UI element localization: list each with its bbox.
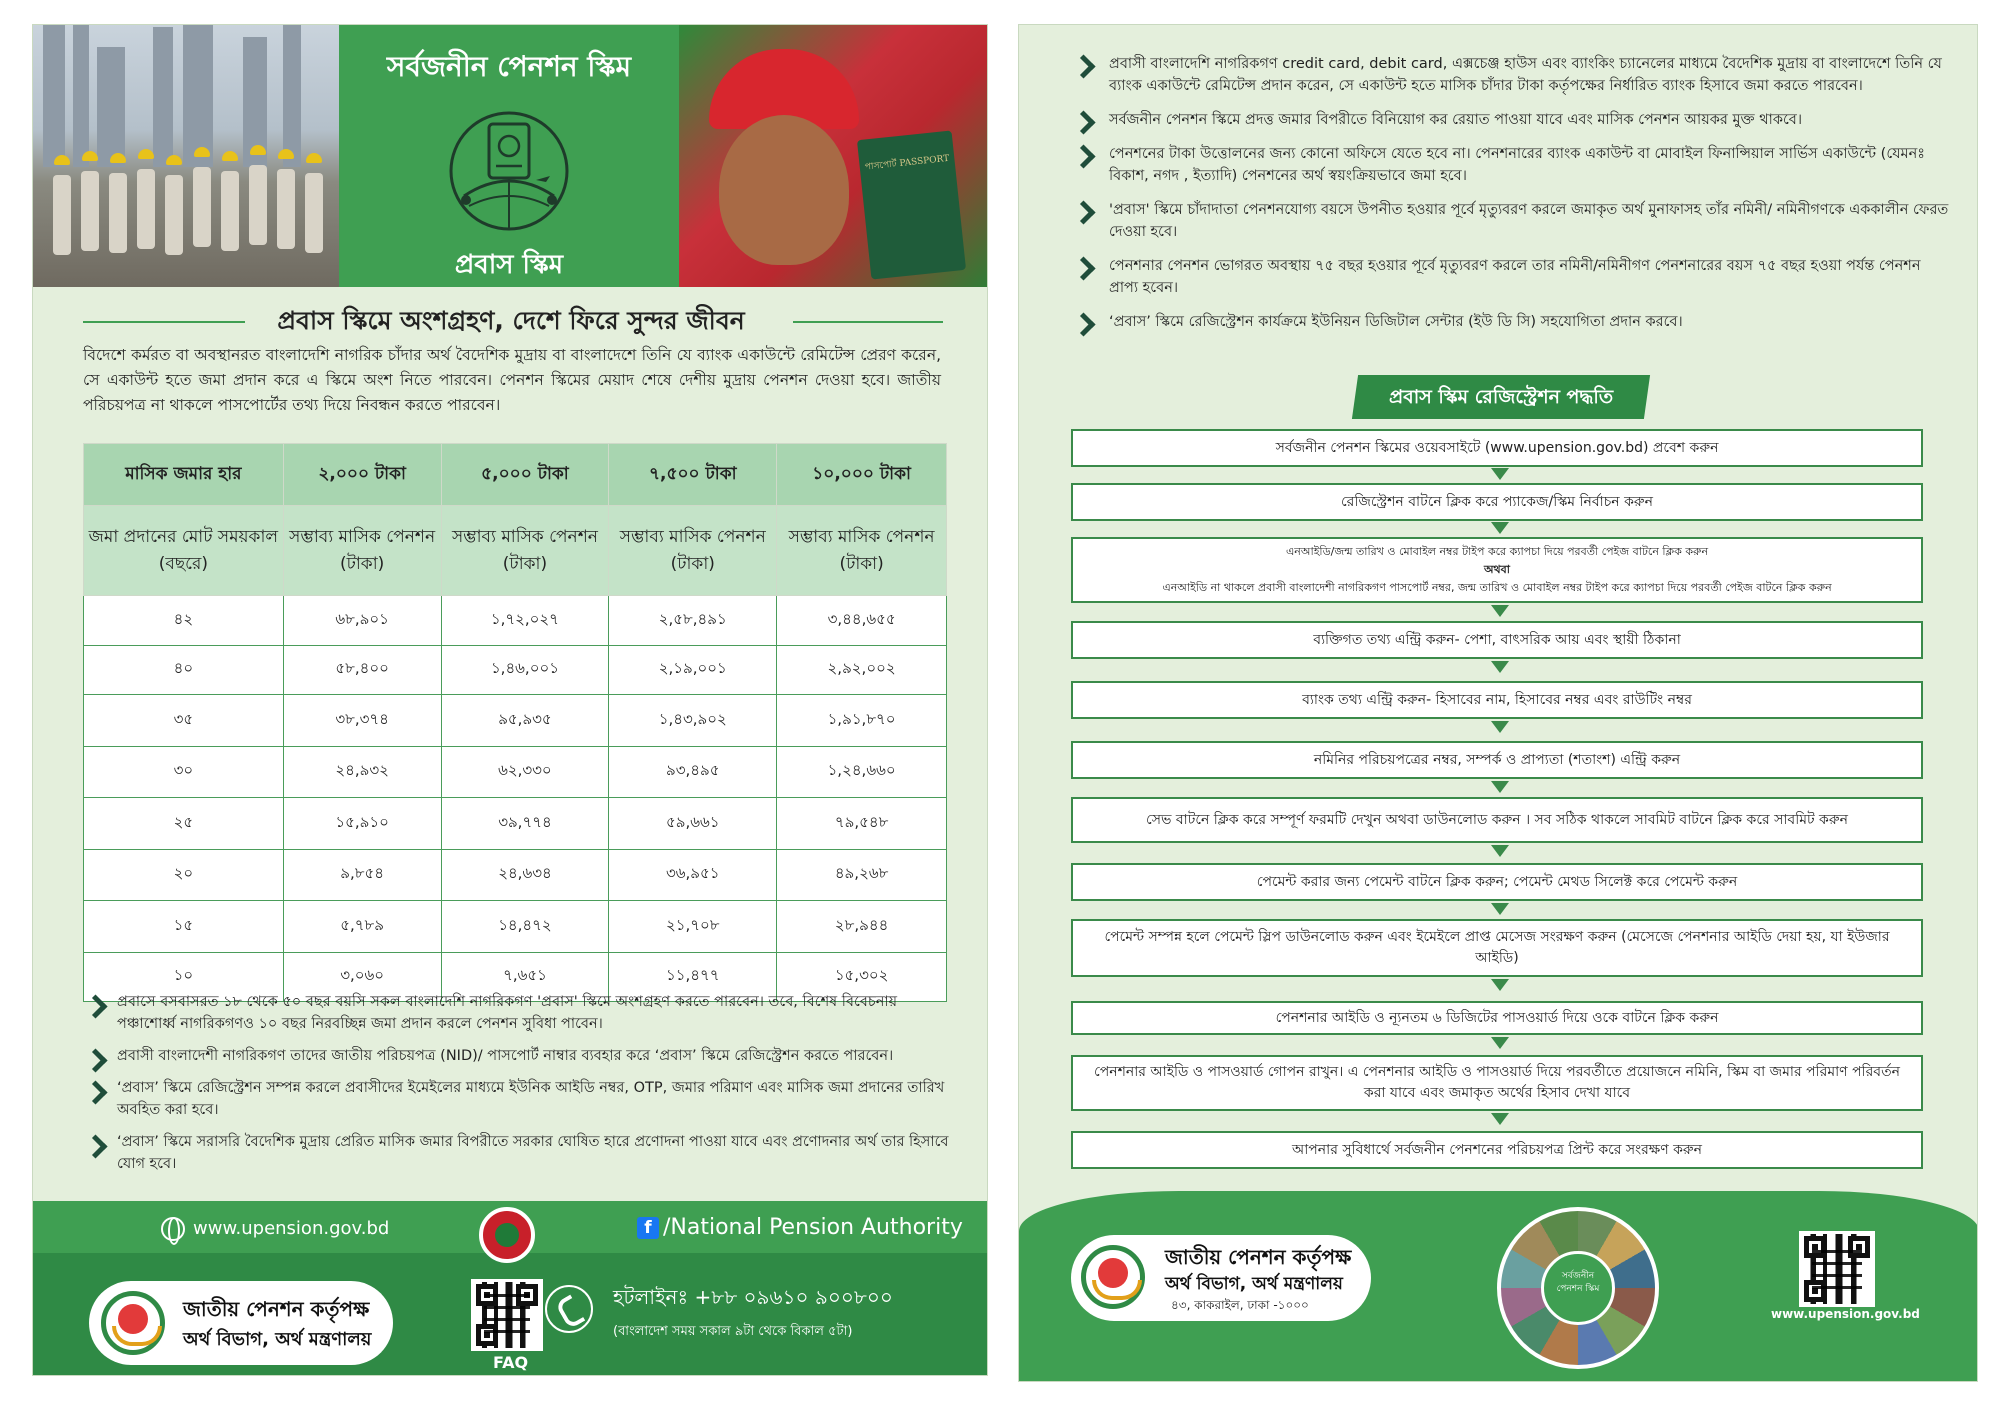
org-address: ৪৩, কাকরাইল, ঢাকা -১০০০ [1171,1298,1309,1312]
table-cell: ৯,৮৫৪ [283,849,441,901]
table-cell: ৩,০৬০ [283,952,441,1002]
step-text: পেনশনার আইডি ও ন্যূনতম ৬ ডিজিটের পাসওয়ার্ড দিয়ে ওকে বাটনে ক্লিক করুন [1275,1009,1719,1026]
table-subheader-cell: জমা প্রদানের মোট সময়কাল (বছরে) [84,506,284,596]
table-cell: ৩০ [84,746,284,798]
registration-step [1071,429,1923,467]
table-cell: ১৫,৩০২ [777,952,947,1002]
step-text: রেজিস্ট্রেশন বাটনে ক্লিক করে প্যাকেজ/স্কিম নির্বাচন করুন [1341,493,1653,510]
table-cell: ১,৪৬,০০১ [441,645,609,695]
table-cell: ১৫,৯১০ [283,798,441,850]
registration-step [1071,863,1923,901]
passport-globe-icon [444,106,574,236]
registration-step [1071,1131,1923,1169]
intro-text: বিদেশে কর্মরত বা অবস্থানরত বাংলাদেশি নাগরিক চাঁদার অর্থ বৈদেশিক মুদ্রায় বা বাংলাদেশে তিনি যে ব্যাংক একাউন্টে রেমিটেন্স প্রেরণ করেন, সে একাউন্ট হতে জমা প্রদান করে এ স্কিমে অংশ নিতে পারবেন। পেনশন স্কিমের মেয়াদ শেষে দেশীয় মুদ্রায় পেনশন দেওয়া হবে। জাতীয় পরিচয়পত্র না থাকলে পাসপোর্টের তথ্য দিয়ে নিবন্ধন করতে পারবেন। [83,346,941,414]
pension-authority-logo-icon [101,1291,165,1355]
list-item-text: ‘প্রবাস’ স্কিমে রেজিস্ট্রেশন সম্পন্ন করলে প্রবাসীদের ইমেইলের মাধ্যমে ইউনিক আইডি নম্বর, OTP, জমার পরিমাণ এবং মাসিক জমা প্রদানের তারিখ অবহিত করা হবে। [117,1080,945,1118]
table-cell: ৬২,৩৩০ [441,746,609,798]
scheme-title: সর্বজনীন পেনশন স্কিম [386,50,632,83]
registration-step [1071,621,1923,659]
table-row [84,596,947,646]
arrow-down-icon [1491,1113,1509,1125]
table-subheader-row [84,506,947,596]
faq-label: FAQ [493,1353,529,1372]
table-cell: ৯৫,৯৩৫ [441,695,609,747]
table-header-row [84,444,947,506]
list-item [1069,199,1949,243]
table-cell: ২১,৭০৮ [609,901,777,953]
list-item [83,1131,959,1175]
chevron-right-icon [1075,55,1091,81]
registration-title-text: প্রবাস স্কিম রেজিস্ট্রেশন পদ্ধতি [1388,386,1614,408]
table-row [84,849,947,901]
org-name: জাতীয় পেনশন কর্তৃপক্ষ [183,1297,370,1321]
faq-qr-code[interactable] [471,1279,543,1351]
website-text[interactable]: www.upension.gov.bd [1771,1307,1920,1321]
facebook-text: /National Pension Authority [663,1215,963,1240]
step-text: ব্যাংক তথ্য এন্ট্রি করুন- হিসাবের নাম, হিসাবের নম্বর এবং রাউটিং নম্বর [1302,691,1692,708]
table-cell: ৫,৭৮৯ [283,901,441,953]
table-header-cell: মাসিক জমার হার [84,444,284,506]
hotline-number: হটলাইনঃ +৮৮ ০৯৬১০ ৯০০৮০০ [613,1285,893,1309]
left-page [32,24,988,1376]
list-item-text: পেনশনের টাকা উত্তোলনের জন্য কোনো অফিসে যেতে হবে না। পেনশনারের ব্যাংক একাউন্ট বা মোবাইল ফিনান্সিয়াল সার্ভিস একাউন্টে (যেমনঃ বিকাশ, নগদ , ইত্যাদি) পেনশনের অর্থ স্বয়ংক্রিয়ভাবে জমা হবে। [1109,146,1925,184]
hotline-block [613,1283,893,1343]
registration-step [1071,919,1923,977]
arrow-down-icon [1491,845,1509,857]
table-cell: ১,৪৩,৯০২ [609,695,777,747]
list-item-text: সর্বজনীন পেনশন স্কিমে প্রদত্ত জমার বিপরীতে বিনিয়োগ কর রেয়াত পাওয়া যাবে এবং মাসিক পেনশন আয়কর মুক্ত থাকবে। [1109,112,1803,128]
table-cell: ৪৯,২৬৮ [777,849,947,901]
table-cell: ১৫ [84,901,284,953]
list-item [83,991,959,1035]
pension-table [83,443,947,1002]
passport-holder-photo [679,25,988,287]
list-item-text: প্রবাসে বসবাসরত ১৮ থেকে ৫০ বছর বয়সি সকল বাংলাদেশি নাগরিকগণ 'প্রবাস' স্কিমে অংশগ্রহণ করতে পারবেন। তবে, বিশেষ বিবেচনায় পঞ্চাশোর্ধ্ব নাগরিকগণও ১০ বছর নিরবচ্ছিন্ন জমা প্রদান করলে পেনশন সুবিধা পাবেন। [117,994,898,1032]
circle-label-line: সর্বজনীন [1561,1271,1595,1281]
arrow-down-icon [1491,522,1509,534]
step-alt-text: এনআইডি না থাকলে প্রবাসী বাংলাদেশী নাগরিকগণ পাসপোর্ট নম্বর, জন্ম তারিখ ও মোবাইল নম্বর টাইপ করে ক্যাপচা দিয়ে পরবর্তী পেইজ বাটনে ক্লিক করুন [1162,581,1832,594]
globe-icon [161,1217,185,1241]
table-row [84,746,947,798]
arrow-down-icon [1491,605,1509,617]
chevron-right-icon [87,1081,103,1107]
table-cell: ২০ [84,849,284,901]
arrow-down-icon [1491,468,1509,480]
list-item-text: পেনশনার পেনশন ভোগরত অবস্থায় ৭৫ বছর হওয়ার পূর্বে মৃত্যুবরণ করলে তার নমিনী/নমিনীগণ পেনশনারের বয়স ৭৫ বছর হওয়া পর্যন্ত পেনশন প্রাপ্য হবেন। [1109,258,1921,296]
table-cell: ২৮,৯৪৪ [777,901,947,953]
table-cell: ৬৮,৯০১ [283,596,441,646]
table-cell: ৩৫ [84,695,284,747]
website-qr-code[interactable] [1799,1231,1875,1307]
list-item-text: 'প্রবাস' স্কিমে চাঁদাদাতা পেনশনযোগ্য বয়সে উপনীত হওয়ার পূর্বে মৃত্যুবরণ করলে জমাকৃত অর্থ মুনাফাসহ তাঁর নমিনী/ নমিনীগণকে এককালীন ফেরত দেওয়া হবে। [1109,202,1949,240]
arrow-down-icon [1491,721,1509,733]
table-cell: ১১,৪৭৭ [609,952,777,1002]
step-text: সর্বজনীন পেনশন স্কিমের ওয়েবসাইটে (www.upension.gov.bd) প্রবেশ করুন [1275,439,1719,456]
arrow-down-icon [1491,1037,1509,1049]
workers-photo [33,25,339,287]
chevron-right-icon [87,995,103,1021]
table-cell: ২৫ [84,798,284,850]
org-sub: অর্থ বিভাগ, অর্থ মন্ত্রণালয় [183,1329,372,1350]
table-subheader-cell: সম্ভাব্য মাসিক পেনশন (টাকা) [609,506,777,596]
arrow-down-icon [1491,903,1509,915]
table-cell: ৩,৪৪,৬৫৫ [777,596,947,646]
circle-label-line: পেনশন স্কিম [1556,1284,1600,1294]
chevron-right-icon [1075,257,1091,283]
table-cell: ৩৯,৭৭৪ [441,798,609,850]
table-cell: ২৪,৯৩২ [283,746,441,798]
facebook-link[interactable] [637,1215,963,1240]
scheme-header [339,25,679,287]
authority-logo [1071,1235,1371,1321]
table-cell: ৭,৬৫১ [441,952,609,1002]
benefits-list [1069,53,1949,345]
step-text: আপনার সুবিধার্থে সর্বজনীন পেনশনের পরিচয়পত্র প্রিন্ট করে সংরক্ষণ করুন [1291,1141,1703,1158]
table-header-cell: ২,০০০ টাকা [283,444,441,506]
table-cell: ১০ [84,952,284,1002]
table-cell: ২৪,৬৩৪ [441,849,609,901]
scheme-circle-label [1541,1251,1615,1325]
list-item [1069,109,1949,131]
website-text: www.upension.gov.bd [193,1218,390,1239]
registration-step [1071,1055,1923,1111]
table-cell: ৩৮,৩৭৪ [283,695,441,747]
step-text: পেমেন্ট করার জন্য পেমেন্ট বাটনে ক্লিক করুন; পেমেন্ট মেথড সিলেক্ট করে পেমেন্ট করুন [1256,873,1738,890]
table-row [84,695,947,747]
list-item [1069,143,1949,187]
table-cell: ৩৬,৯৫১ [609,849,777,901]
table-header-cell: ৭,৫০০ টাকা [609,444,777,506]
list-item [1069,53,1949,97]
step-text: পেমেন্ট সম্পন্ন হলে পেমেন্ট স্লিপ ডাউনলোড করুন এবং ইমেইলে প্রাপ্ত মেসেজ সংরক্ষণ করুন (মেসেজে পেনশনার আইডি দেয়া হয়, যা ইউজার আইডি) [1104,929,1890,966]
step-or-text: অথবা [1484,563,1510,576]
table-cell: ৪২ [84,596,284,646]
table-row [84,798,947,850]
table-cell: ৫৮,৪০০ [283,645,441,695]
eligibility-list [83,991,959,1185]
chevron-right-icon [1075,111,1091,137]
authority-logo [89,1281,393,1365]
arrow-down-icon [1491,979,1509,991]
table-row [84,901,947,953]
hotline-hours: (বাংলাদেশ সময় সকাল ৯টা থেকে বিকাল ৫টা) [613,1324,853,1339]
org-sub: অর্থ বিভাগ, অর্থ মন্ত্রণালয় [1165,1274,1343,1294]
left-footer [33,1201,988,1376]
list-item [1069,311,1949,333]
facebook-icon: f [637,1217,659,1239]
table-header-cell: ৫,০০০ টাকা [441,444,609,506]
list-item [83,1077,959,1121]
table-cell: ১,২৪,৬৬০ [777,746,947,798]
arrow-down-icon [1491,781,1509,793]
list-item-text: প্রবাসী বাংলাদেশী নাগরিকগণ তাদের জাতীয় পরিচয়পত্র (NID)/ পাসপোর্ট নাম্বার ব্যবহার করে ‘প্রবাস’ স্কিমে রেজিস্ট্রেশন করতে পারবেন। [117,1048,894,1064]
step-text: সেভ বাটনে ক্লিক করে সম্পূর্ণ ফরমটি দেখুন অথবা ডাউনলোড করুন । সব সঠিক থাকলে সাবমিট বাটনে ক্লিক করে সাবমিট করুন [1146,811,1848,828]
step-text: এনআইডি/জন্ম তারিখ ও মোবাইল নম্বর টাইপ করে ক্যাপচা দিয়ে পরবর্তী পেইজ বাটনে ক্লিক করুন [1285,545,1709,558]
table-cell: ৯৩,৪৯৫ [609,746,777,798]
list-item-text: ‘প্রবাস’ স্কিমে রেজিস্ট্রেশন কার্যক্রমে ইউনিয়ন ডিজিটাল সেন্টার (ইউ ডি সি) সহযোগিতা প্রদান করবে। [1109,314,1683,330]
right-page [1018,24,1978,1382]
website-link[interactable] [161,1217,389,1241]
arrow-down-icon [1491,661,1509,673]
registration-step [1071,681,1923,719]
table-cell: ১৪,৪৭২ [441,901,609,953]
table-cell: ৭৯,৫৪৮ [777,798,947,850]
registration-step [1071,741,1923,779]
table-cell: ১,৭২,০২৭ [441,596,609,646]
table-cell: ৫৯,৬৬১ [609,798,777,850]
table-subheader-cell: সম্ভাব্য মাসিক পেনশন (টাকা) [777,506,947,596]
list-item [1069,255,1949,299]
tagline: প্রবাস স্কিমে অংশগ্রহণ, দেশে ফিরে সুন্দর জীবন [277,306,745,335]
pension-authority-logo-icon [1081,1245,1145,1309]
registration-title [1352,375,1650,419]
list-item-text: প্রবাসী বাংলাদেশি নাগরিকগণ credit card, debit card, এক্সচেঞ্জ হাউস এবং ব্যাংকিং চ্যানেলের মাধ্যমে বৈদেশিক মুদ্রায় বা বাংলাদেশে তিনি যে ব্যাংক একাউন্টে রেমিটেন্স প্রদান করেন, সে একাউন্ট হতে মাসিক চাঁদার টাকা কর্তৃপক্ষের নির্ধারিত ব্যাংক হিসাবে জমা করতে পারবেন। [1109,56,1942,94]
table-header-cell: ১০,০০০ টাকা [777,444,947,506]
chevron-right-icon [87,1135,103,1161]
table-subheader-cell: সম্ভাব্য মাসিক পেনশন (টাকা) [441,506,609,596]
phone-icon [545,1285,593,1333]
org-name: জাতীয় পেনশন কর্তৃপক্ষ [1165,1245,1352,1269]
chevron-right-icon [1075,313,1091,339]
table-subheader-cell: সম্ভাব্য মাসিক পেনশন (টাকা) [283,506,441,596]
step-text: ব্যক্তিগত তথ্য এন্ট্রি করুন- পেশা, বাৎসরিক আয় এবং স্থায়ী ঠিকানা [1313,631,1681,648]
table-row [84,645,947,695]
chevron-right-icon [1075,201,1091,227]
list-item [83,1045,959,1067]
step-text: পেনশনার আইডি ও পাসওয়ার্ড গোপন রাখুন। এ পেনশনার আইডি ও পাসওয়ার্ড দিয়ে পরবর্তীতে প্রয়োজনে নমিনি, স্কিম বা জমার পরিমাণ পরিবর্তন করা যাবে এবং জমাকৃত অর্থের হিসাব দেখা যাবে [1094,1064,1900,1101]
list-item-text: ‘প্রবাস’ স্কিমে সরাসরি বৈদেশিক মুদ্রায় প্রেরিত মাসিক জমার বিপরীতে সরকার ঘোষিত হারে প্রণোদনা পাওয়া যাবে এবং প্রণোদনার অর্থ তার হিসাবে যোগ হবে। [117,1134,949,1172]
passport-label: পাসপোর্ট PASSPORT [857,130,966,279]
registration-step [1071,483,1923,521]
scheme-name: প্রবাস স্কিম [454,250,564,280]
chevron-right-icon [87,1049,103,1075]
registration-step [1071,797,1923,843]
table-cell: ৪০ [84,645,284,695]
registration-step [1071,1001,1923,1035]
government-seal-icon [479,1207,535,1263]
table-cell: ২,৫৮,৪৯১ [609,596,777,646]
step-text: নমিনির পরিচয়পত্রের নম্বর, সম্পর্ক ও প্রাপ্যতা (শতাংশ) এন্ট্রি করুন [1313,751,1681,768]
chevron-right-icon [1075,145,1091,171]
table-cell: ১,৯১,৮৭০ [777,695,947,747]
table-cell: ২,১৯,০০১ [609,645,777,695]
registration-step [1071,537,1923,603]
table-cell: ২,৯২,০০২ [777,645,947,695]
